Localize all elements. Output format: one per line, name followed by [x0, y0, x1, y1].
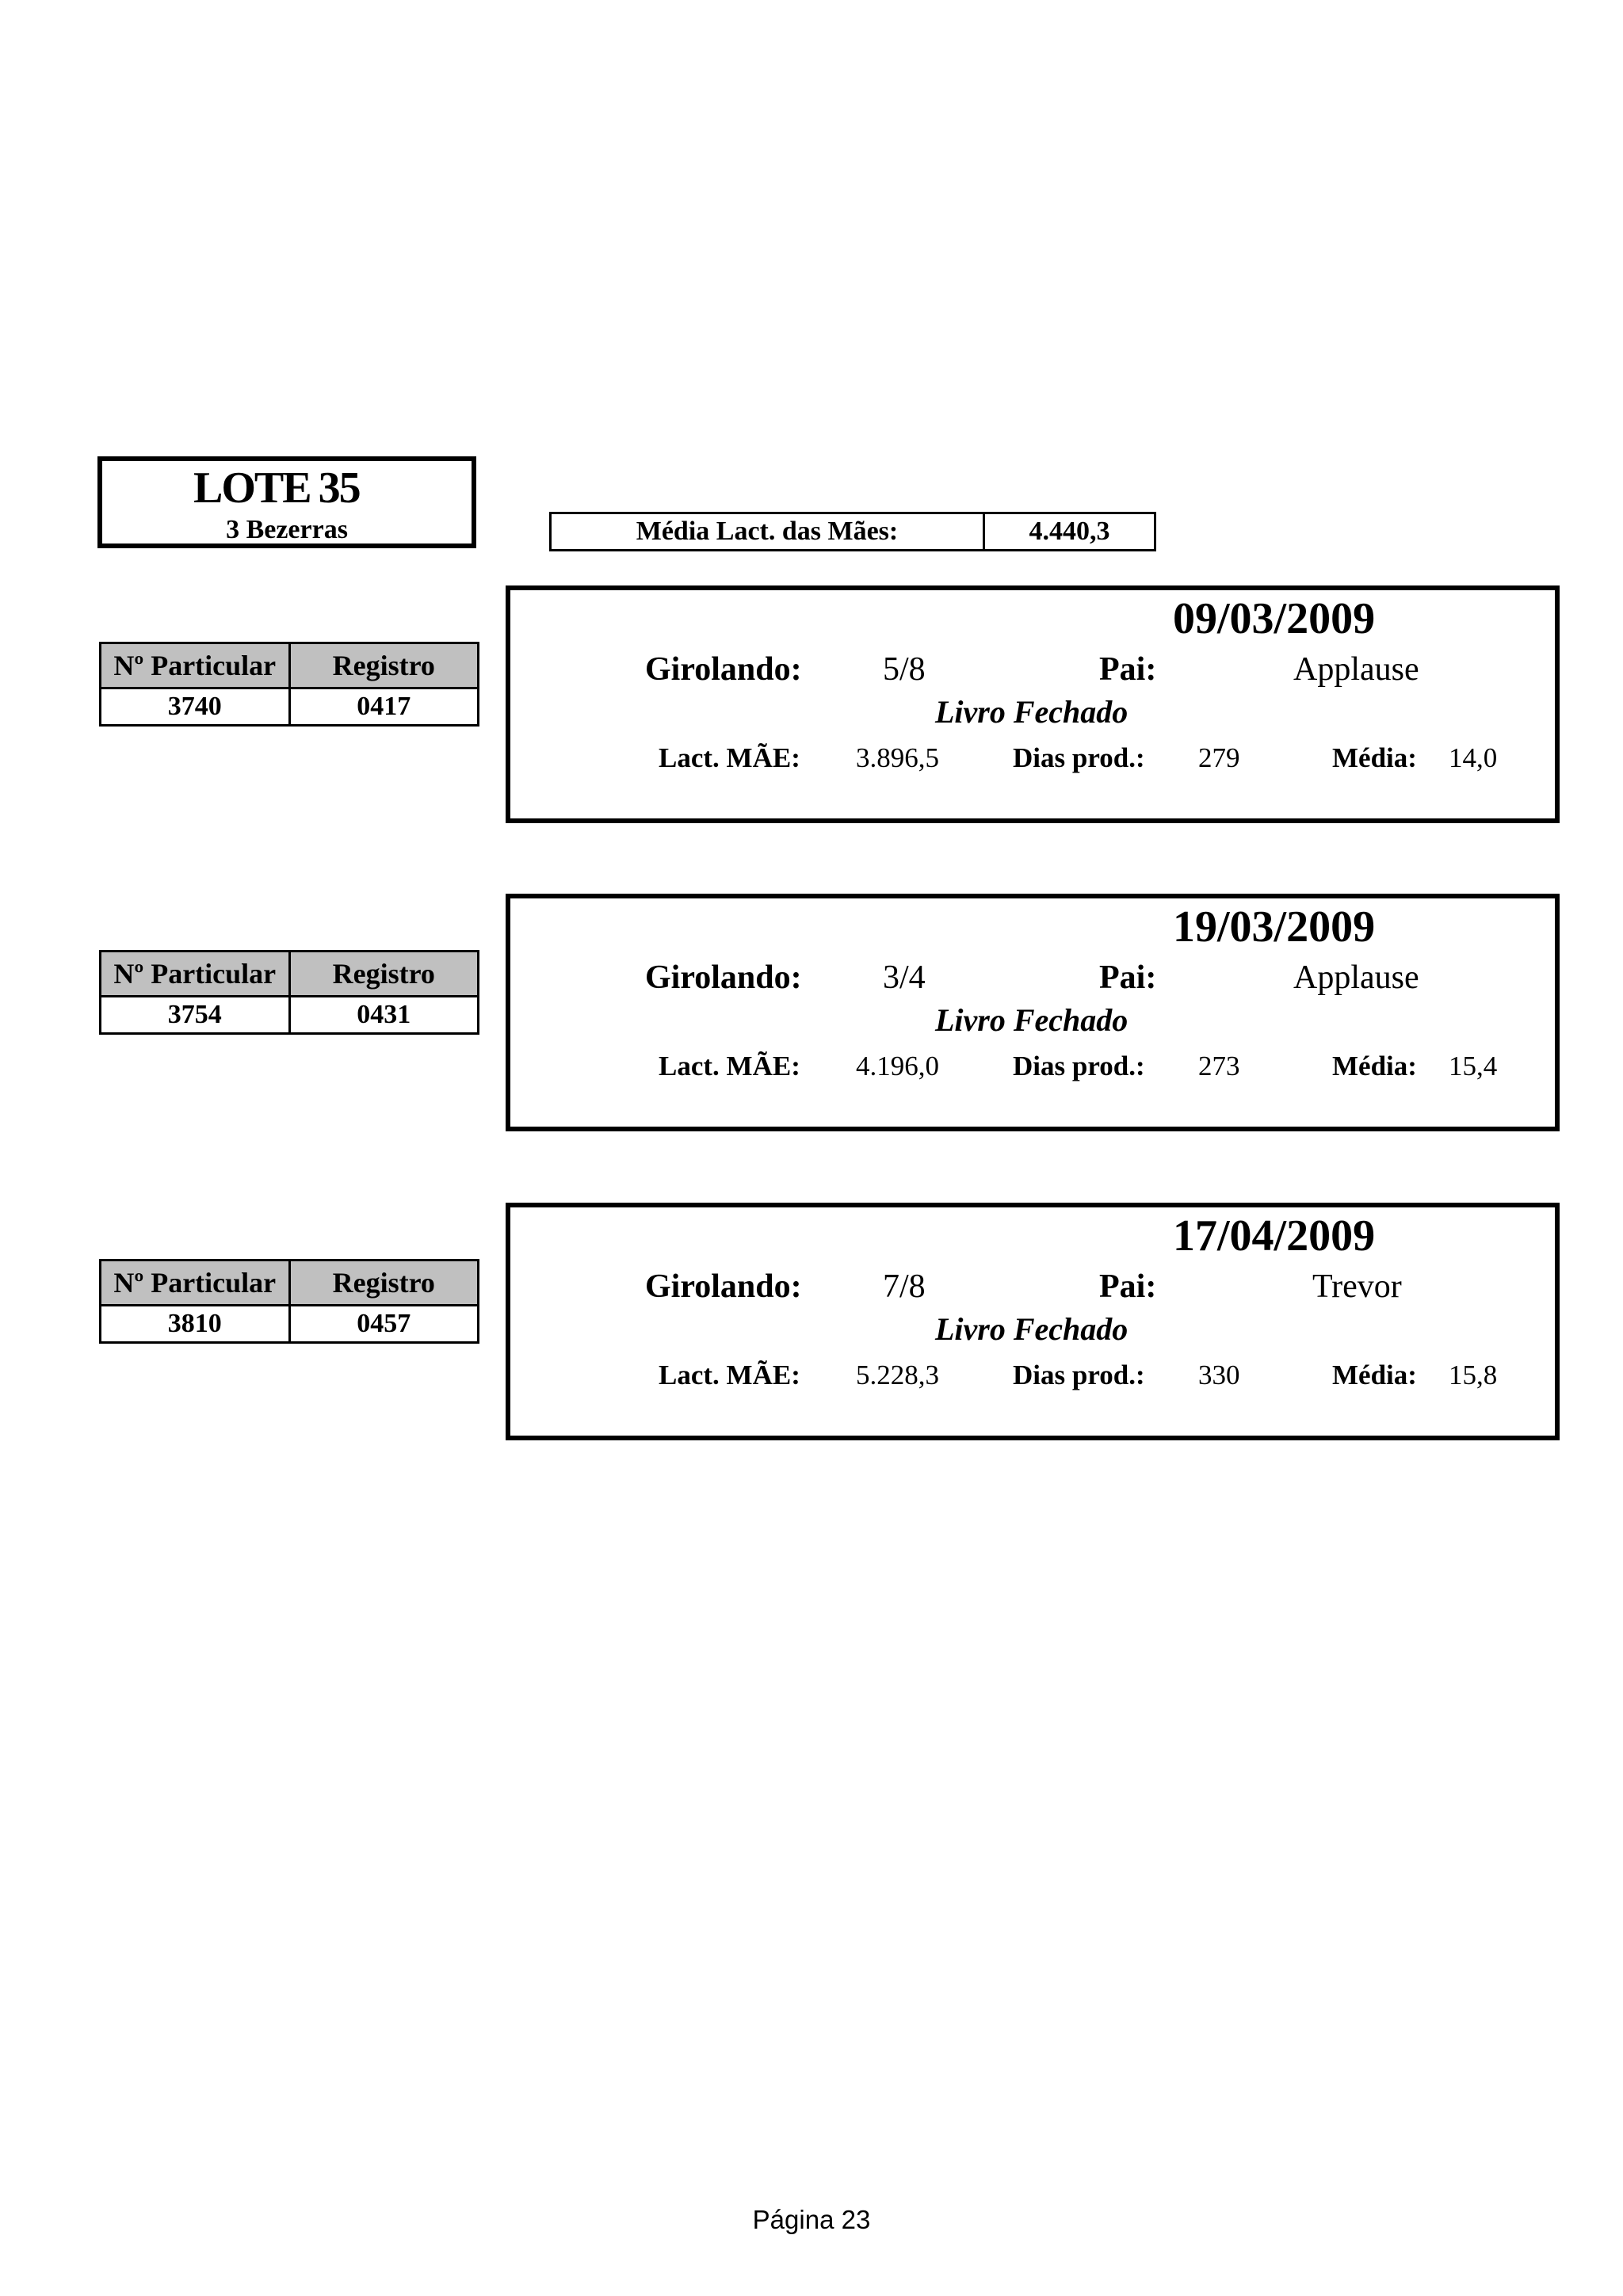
media-label: Média: [1332, 742, 1417, 773]
lact-mae-label: Lact. MÃE: [659, 1051, 800, 1081]
media-label: Média: [1332, 1051, 1417, 1081]
lact-mae-value: 4.196,0 [856, 1051, 939, 1081]
media-lact-box [549, 512, 1156, 551]
media-value: 15,8 [1449, 1360, 1498, 1390]
media-lact-label: Média Lact. das Mães: [552, 514, 985, 549]
dias-prod-value: 273 [1198, 1051, 1240, 1081]
livro-status: Livro Fechado [935, 1002, 1128, 1038]
record-box-2 [506, 894, 1560, 1131]
lote-number: 35 [318, 463, 360, 513]
media-value: 15,4 [1449, 1051, 1498, 1081]
lote-label: LOTE [193, 463, 311, 513]
dias-prod-value: 330 [1198, 1360, 1240, 1390]
pai-value: Applause [1293, 651, 1419, 688]
particular-value: 3740 [101, 688, 290, 726]
registro-header: Registro [289, 952, 479, 997]
media-lact-value: 4.440,3 [1029, 517, 1110, 546]
girolando-label: Girolando: [645, 959, 802, 996]
pai-label: Pai: [1099, 651, 1157, 688]
id-table-1 [99, 642, 479, 727]
lact-mae-value: 3.896,5 [856, 742, 939, 773]
media-label: Média: [1332, 1360, 1417, 1390]
dias-prod-label: Dias prod.: [1013, 1360, 1145, 1390]
dias-prod-value: 279 [1198, 742, 1240, 773]
dias-prod-label: Dias prod.: [1013, 1051, 1145, 1081]
particular-value: 3754 [101, 997, 290, 1034]
record-box-1 [506, 585, 1560, 823]
dias-prod-label: Dias prod.: [1013, 742, 1145, 773]
record-date: 17/04/2009 [1173, 1211, 1376, 1261]
record-date: 09/03/2009 [1173, 594, 1376, 643]
lote-subtitle: 3 Bezerras [226, 515, 348, 544]
record-date: 19/03/2009 [1173, 902, 1376, 952]
livro-status: Livro Fechado [935, 1311, 1128, 1347]
pai-value: Trevor [1312, 1268, 1402, 1305]
registro-header: Registro [289, 643, 479, 688]
girolando-label: Girolando: [645, 1268, 802, 1305]
particular-header: Nº Particular [101, 1261, 290, 1306]
lote-title [193, 463, 360, 513]
pai-label: Pai: [1099, 1268, 1157, 1305]
particular-value: 3810 [101, 1306, 290, 1343]
media-value: 14,0 [1449, 742, 1498, 773]
record-box-3 [506, 1203, 1560, 1440]
lact-mae-value: 5.228,3 [856, 1360, 939, 1390]
livro-status: Livro Fechado [935, 694, 1128, 730]
girolando-label: Girolando: [645, 651, 802, 688]
girolando-value: 3/4 [883, 959, 926, 996]
particular-header: Nº Particular [101, 952, 290, 997]
girolando-value: 7/8 [883, 1268, 926, 1305]
registro-value: 0457 [289, 1306, 479, 1343]
pai-label: Pai: [1099, 959, 1157, 996]
pai-value: Applause [1293, 959, 1419, 996]
id-table-2 [99, 950, 479, 1035]
registro-value: 0417 [289, 688, 479, 726]
registro-header: Registro [289, 1261, 479, 1306]
page-number: Página 23 [752, 2205, 871, 2234]
girolando-value: 5/8 [883, 651, 926, 688]
lact-mae-label: Lact. MÃE: [659, 1360, 800, 1390]
lact-mae-label: Lact. MÃE: [659, 742, 800, 773]
lote-box [97, 456, 476, 548]
registro-value: 0431 [289, 997, 479, 1034]
id-table-3 [99, 1259, 479, 1344]
particular-header: Nº Particular [101, 643, 290, 688]
